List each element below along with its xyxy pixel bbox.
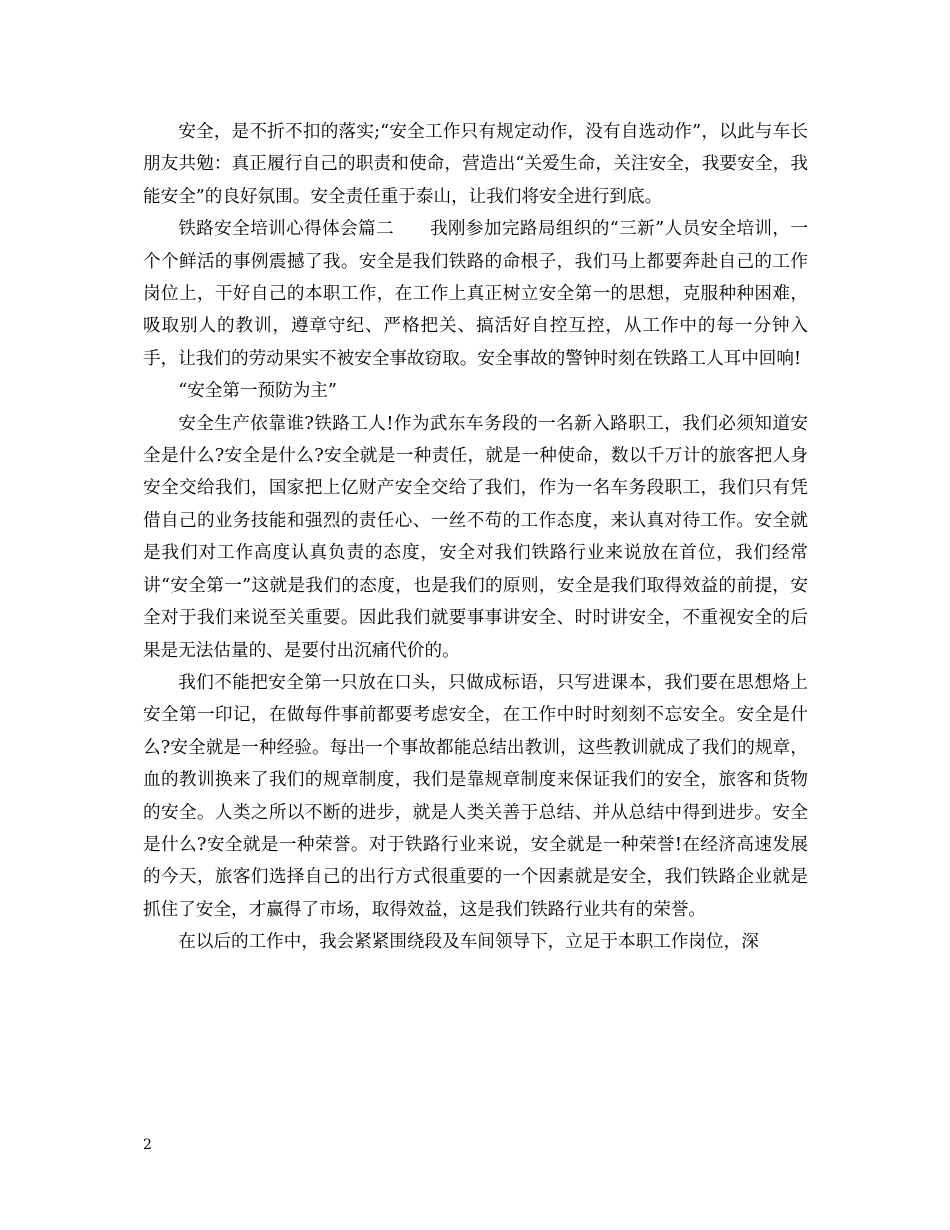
paragraph-5: 我们不能把安全第一只放在口头，只做成标语，只写进课本，我们要在思想烙上安全第一印记，在做每件事前都要考虑安全，在工作中时时刻刻不忘安全。安全是什么?安全就是一种经验。每出一个事故都能总结出教训，这些教训就成了我们的规章，血的教训换来了我们的规章制度，我们是靠规章制度来保证我们的安全，旅客和货物的安全。人类之所以不断的进步，就是人类关善于总结、并从总结中得到进步。安全是什么?安全就是一种荣誉。对于铁路行业来说，安全就是一种荣誉!在经济高速发展的今天，旅客们选择自己的出行方式很重要的一个因素就是安全，我们铁路企业就是抓住了安全，才赢得了市场，取得效益，这是我们铁路行业共有的荣誉。 bbox=[143, 672, 808, 920]
paragraph-2: 铁路安全培训心得体会篇二 我刚参加完路局组织的“三新”人员安全培训，一个个鲜活的事例震撼了我。安全是我们铁路的命根子，我们马上都要奔赴自己的工作岗位上，干好自己的本职工作，在工作上真正树立安全第一的思想，克服种种困难，吸取别人的教训，遵章守纪、严格把关、搞活好自控互控，从工作中的每一分钟入手，让我们的劳动果实不被安全事故窃取。安全事故的警钟时刻在铁路工人耳中回响! bbox=[143, 219, 808, 369]
paragraph-1: 安全，是不折不扣的落实;“安全工作只有规定动作，没有自选动作”，以此与车长朋友共勉：真正履行自己的职责和使命，营造出“关爱生命，关注安全，我要安全，我能安全”的良好氛围。安全责任重于泰山，让我们将安全进行到底。 bbox=[143, 122, 808, 207]
page-number: 2 bbox=[143, 1137, 152, 1153]
paragraph-6: 在以后的工作中，我会紧紧围绕段及车间领导下，立足于本职工作岗位，深 bbox=[178, 932, 759, 953]
paragraph-4: 安全生产依靠谁?铁路工人!作为武东车务段的一名新入路职工，我们必须知道安全是什么?安全是什么?安全就是一种责任，就是一种使命，数以千万计的旅客把人身安全交给我们，国家把上亿财产安全交给了我们，作为一名车务段职工，我们只有凭借自己的业务技能和强烈的责任心、一丝不苟的工作态度，来认真对待工作。安全就是我们对工作高度认真负责的态度，安全对我们铁路行业来说放在首位，我们经常讲“安全第一”这就是我们的态度，也是我们的原则，安全是我们取得效益的前提，安全对于我们来说至关重要。因此我们就要事事讲安全、时时讲安全，不重视安全的后果是无法估量的、是要付出沉痛代价的。 bbox=[143, 413, 808, 661]
document-body bbox=[143, 116, 808, 959]
paragraph-3: “安全第一预防为主” bbox=[178, 381, 337, 402]
